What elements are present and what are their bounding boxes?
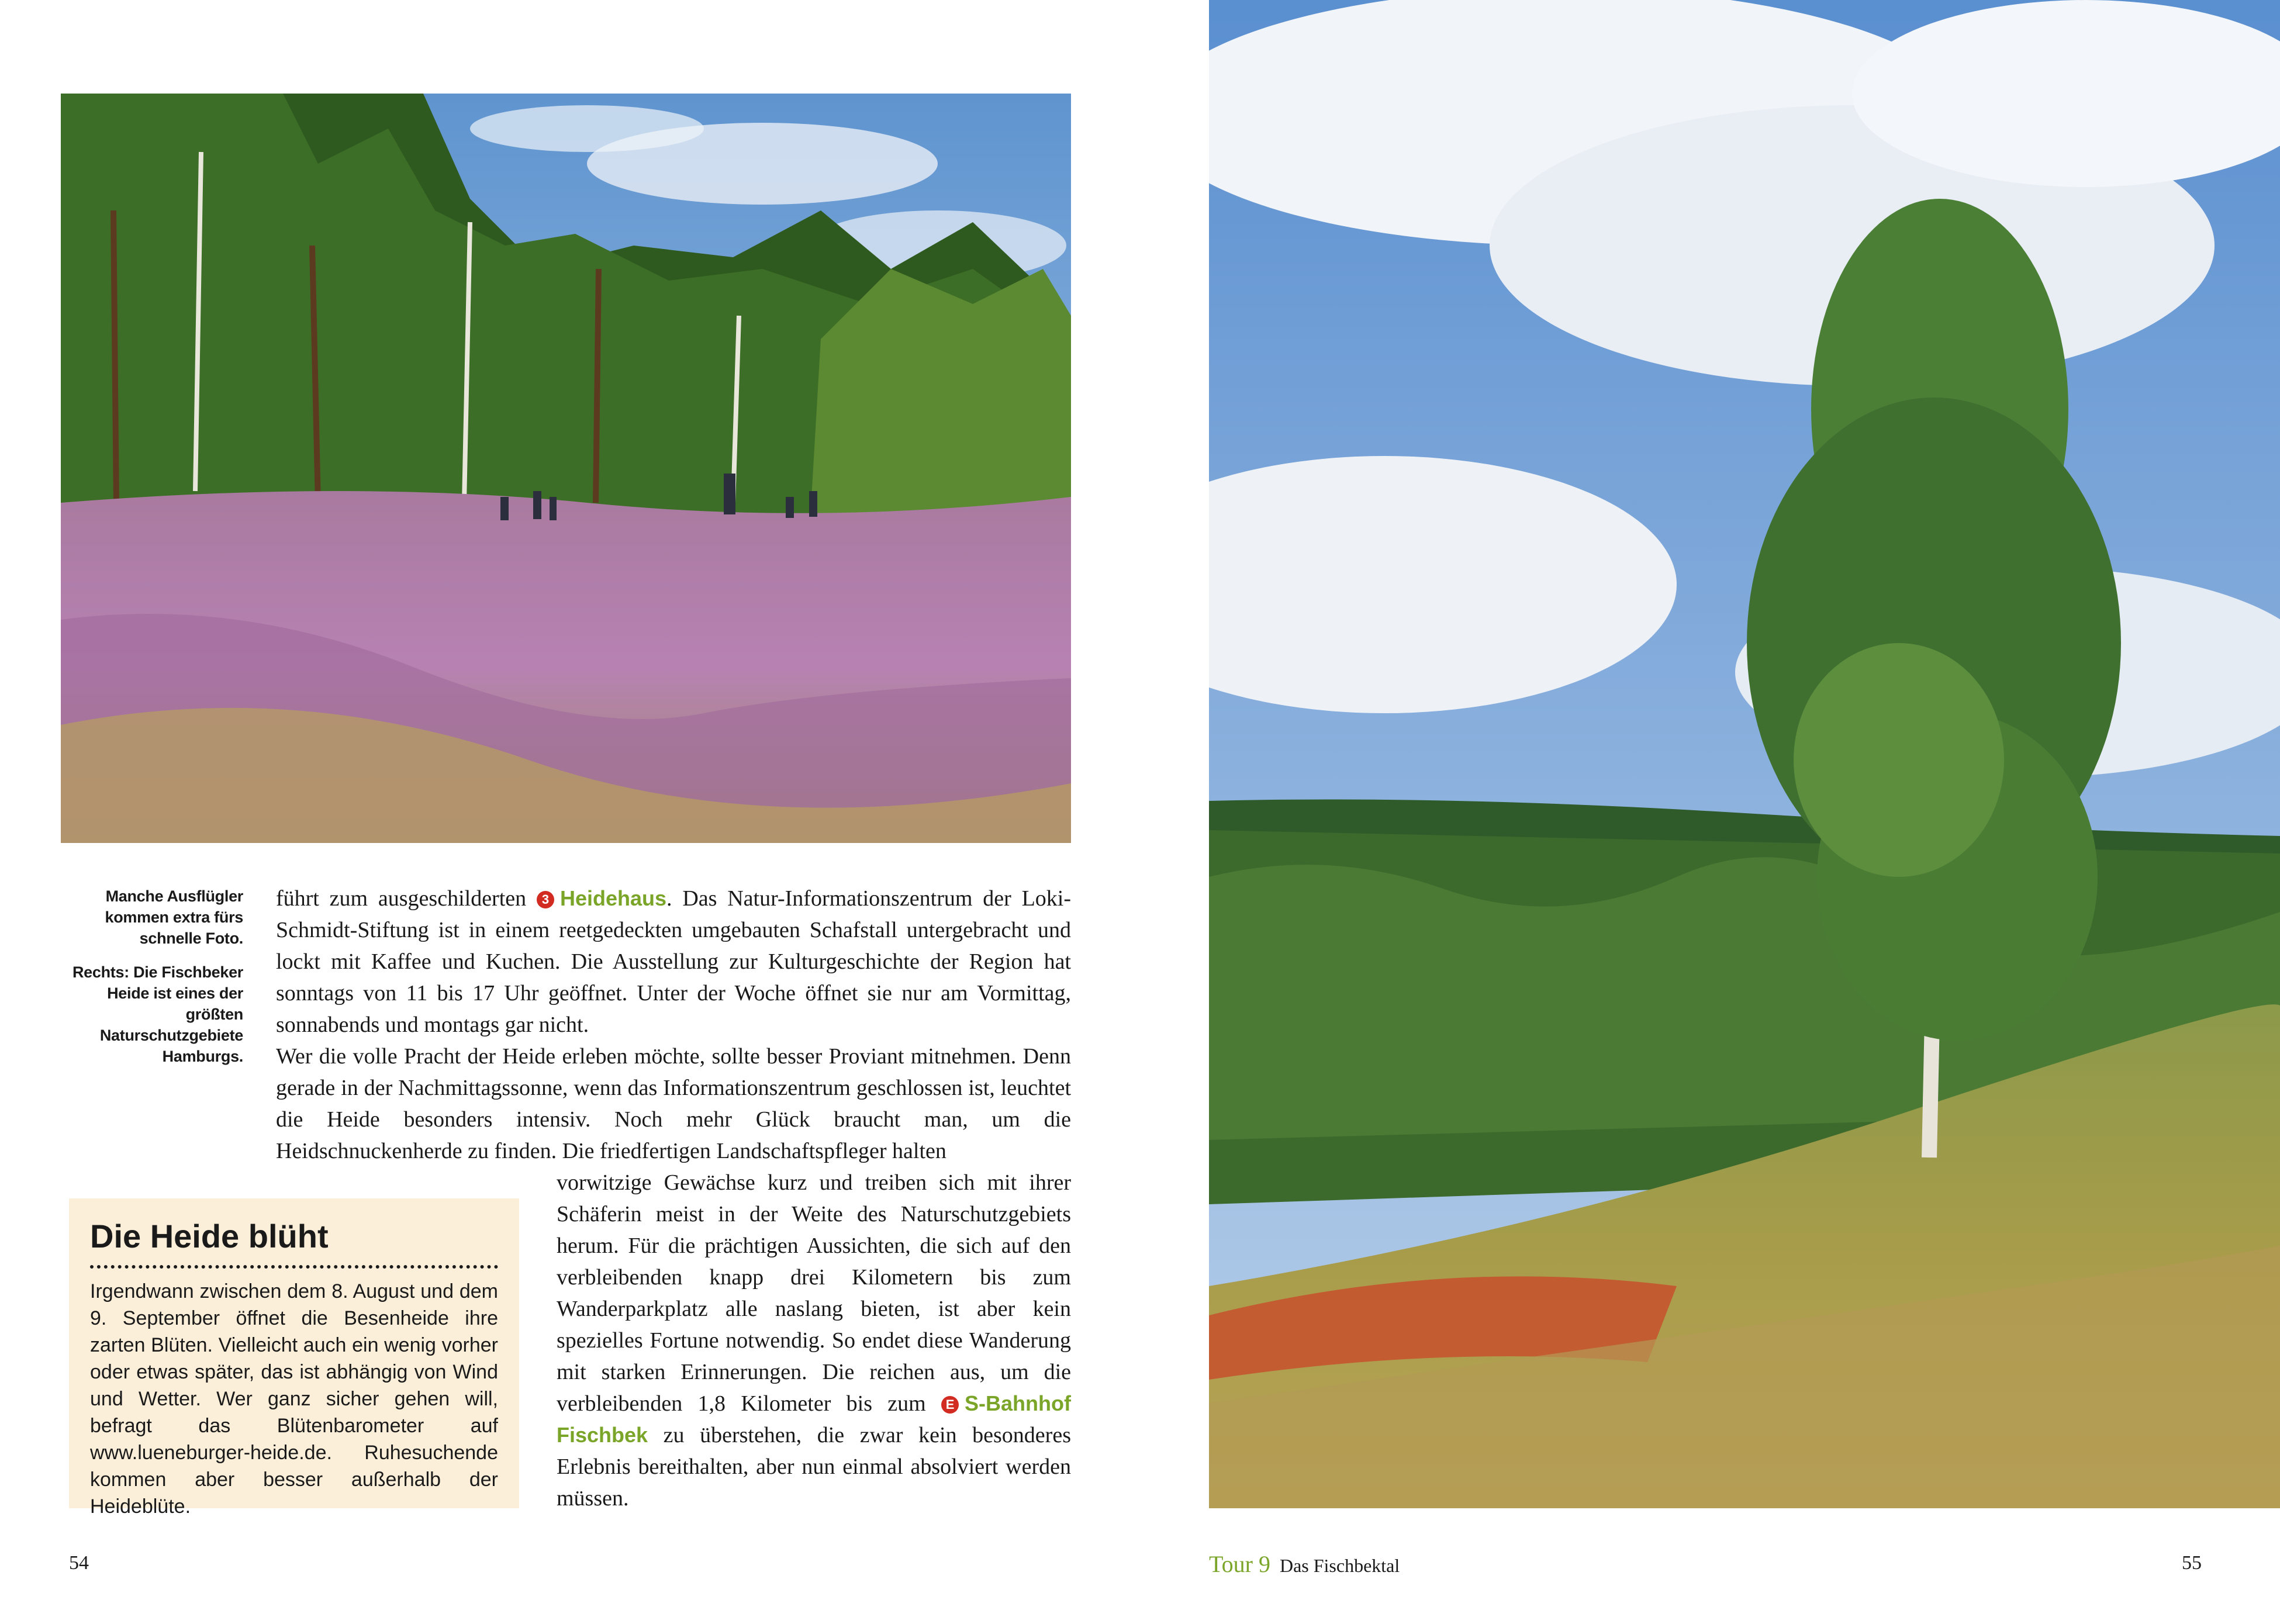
paragraph-heidehaus (276, 883, 1071, 1041)
page-number-left: 54 (69, 1552, 89, 1574)
right-page (1209, 0, 2280, 1624)
running-head-title: Das Fischbektal (1279, 1555, 1400, 1576)
info-box-heideblute (69, 1198, 519, 1518)
info-box-text: Irgendwann zwischen dem 8. August und dem 9. September öffnet die Besenheide ihre zarten Blüten. Vielleicht auch ein wenig vorher oder etwas später, das ist abhängig von Wind und Wetter. Wer ganz sicher gehen will, befragt das Blütenbarometer auf www.lueneburger-heide.de. Ruhesuchende kommen aber besser außerhalb der Heideblüte. (90, 1280, 498, 1518)
page-number-right: 55 (2182, 1552, 2202, 1574)
place-s-bahnhof-fischbek: S-Bahnhof Fischbek (557, 1391, 1071, 1447)
caption-right-photo: Rechts: Die Fischbeker Heide ist eines der größten Naturschutzgebiete Hamburgs. (72, 963, 243, 1065)
paragraph-proviant: Wer die volle Pracht der Heide erleben möchte, sollte besser Proviant mitnehmen. Denn gerade in der Nachmittagssonne, wenn das Informationszentrum geschlossen ist, leuchtet die Heide besonders intensiv. Noch mehr Glück braucht man, um die Heidschnuckenherde zu finden. Die friedfertigen Landschaftspfleger halten (276, 1044, 1071, 1163)
paragraph-lead: führt zum ausgeschilderten (276, 886, 537, 911)
paragraph-part1: vorwitzige Gewächse kurz und treiben sich mit ihrer Schäferin meist in der Weite des Naturschutzgebiets herum. Für die prächtigen Aussichten, die sich auf den verbleibenden knapp drei Kilometern bis zum Wanderparkplatz alle naslang bieten, ist aber kein spezielles Fortune notwendig. So endet diese Wanderung mit starken Erinnerungen. Die reichen aus, um die verbleibenden 1,8 Kilometer bis zum (557, 1170, 1071, 1416)
heath-hikers-photo (61, 94, 1071, 843)
body-text-top (276, 883, 1071, 1167)
info-box-title: Die Heide blüht (90, 1216, 498, 1269)
caption-hikers: Manche Ausflügler kommen extra fürs schnelle Foto. (105, 887, 243, 947)
place-heidehaus: Heidehaus (559, 886, 667, 910)
route-marker-end-icon: E (941, 1396, 959, 1414)
birch-heath-landscape-photo (1209, 0, 2280, 1508)
paragraph-rest: . Das Natur-Informationszentrum der Loki-Schmidt-Stiftung ist in einem reetgedeckten umgebauten Schafstall untergebracht und lockt mit Kaffee und Kuchen. Die Ausstellung zur Kulturgeschichte der Region hat sonntags von 11 bis 17 Uhr geöffnet. Unter der Woche öffnet sie nur am Vormittag, sonnabends und montags gar nicht. (276, 886, 1071, 1037)
running-head (1209, 1550, 1400, 1578)
paragraph-part2: zu überstehen, die zwar kein besonderes Erlebnis bereithalten, aber nun einmal absolviert werden müssen. (557, 1423, 1071, 1511)
body-text-bottom (557, 1167, 1071, 1514)
paragraph-continued (557, 1167, 1071, 1514)
photo-captions (61, 886, 243, 1080)
running-head-tour: Tour 9 (1209, 1551, 1270, 1577)
route-marker-3-icon: 3 (537, 891, 554, 908)
